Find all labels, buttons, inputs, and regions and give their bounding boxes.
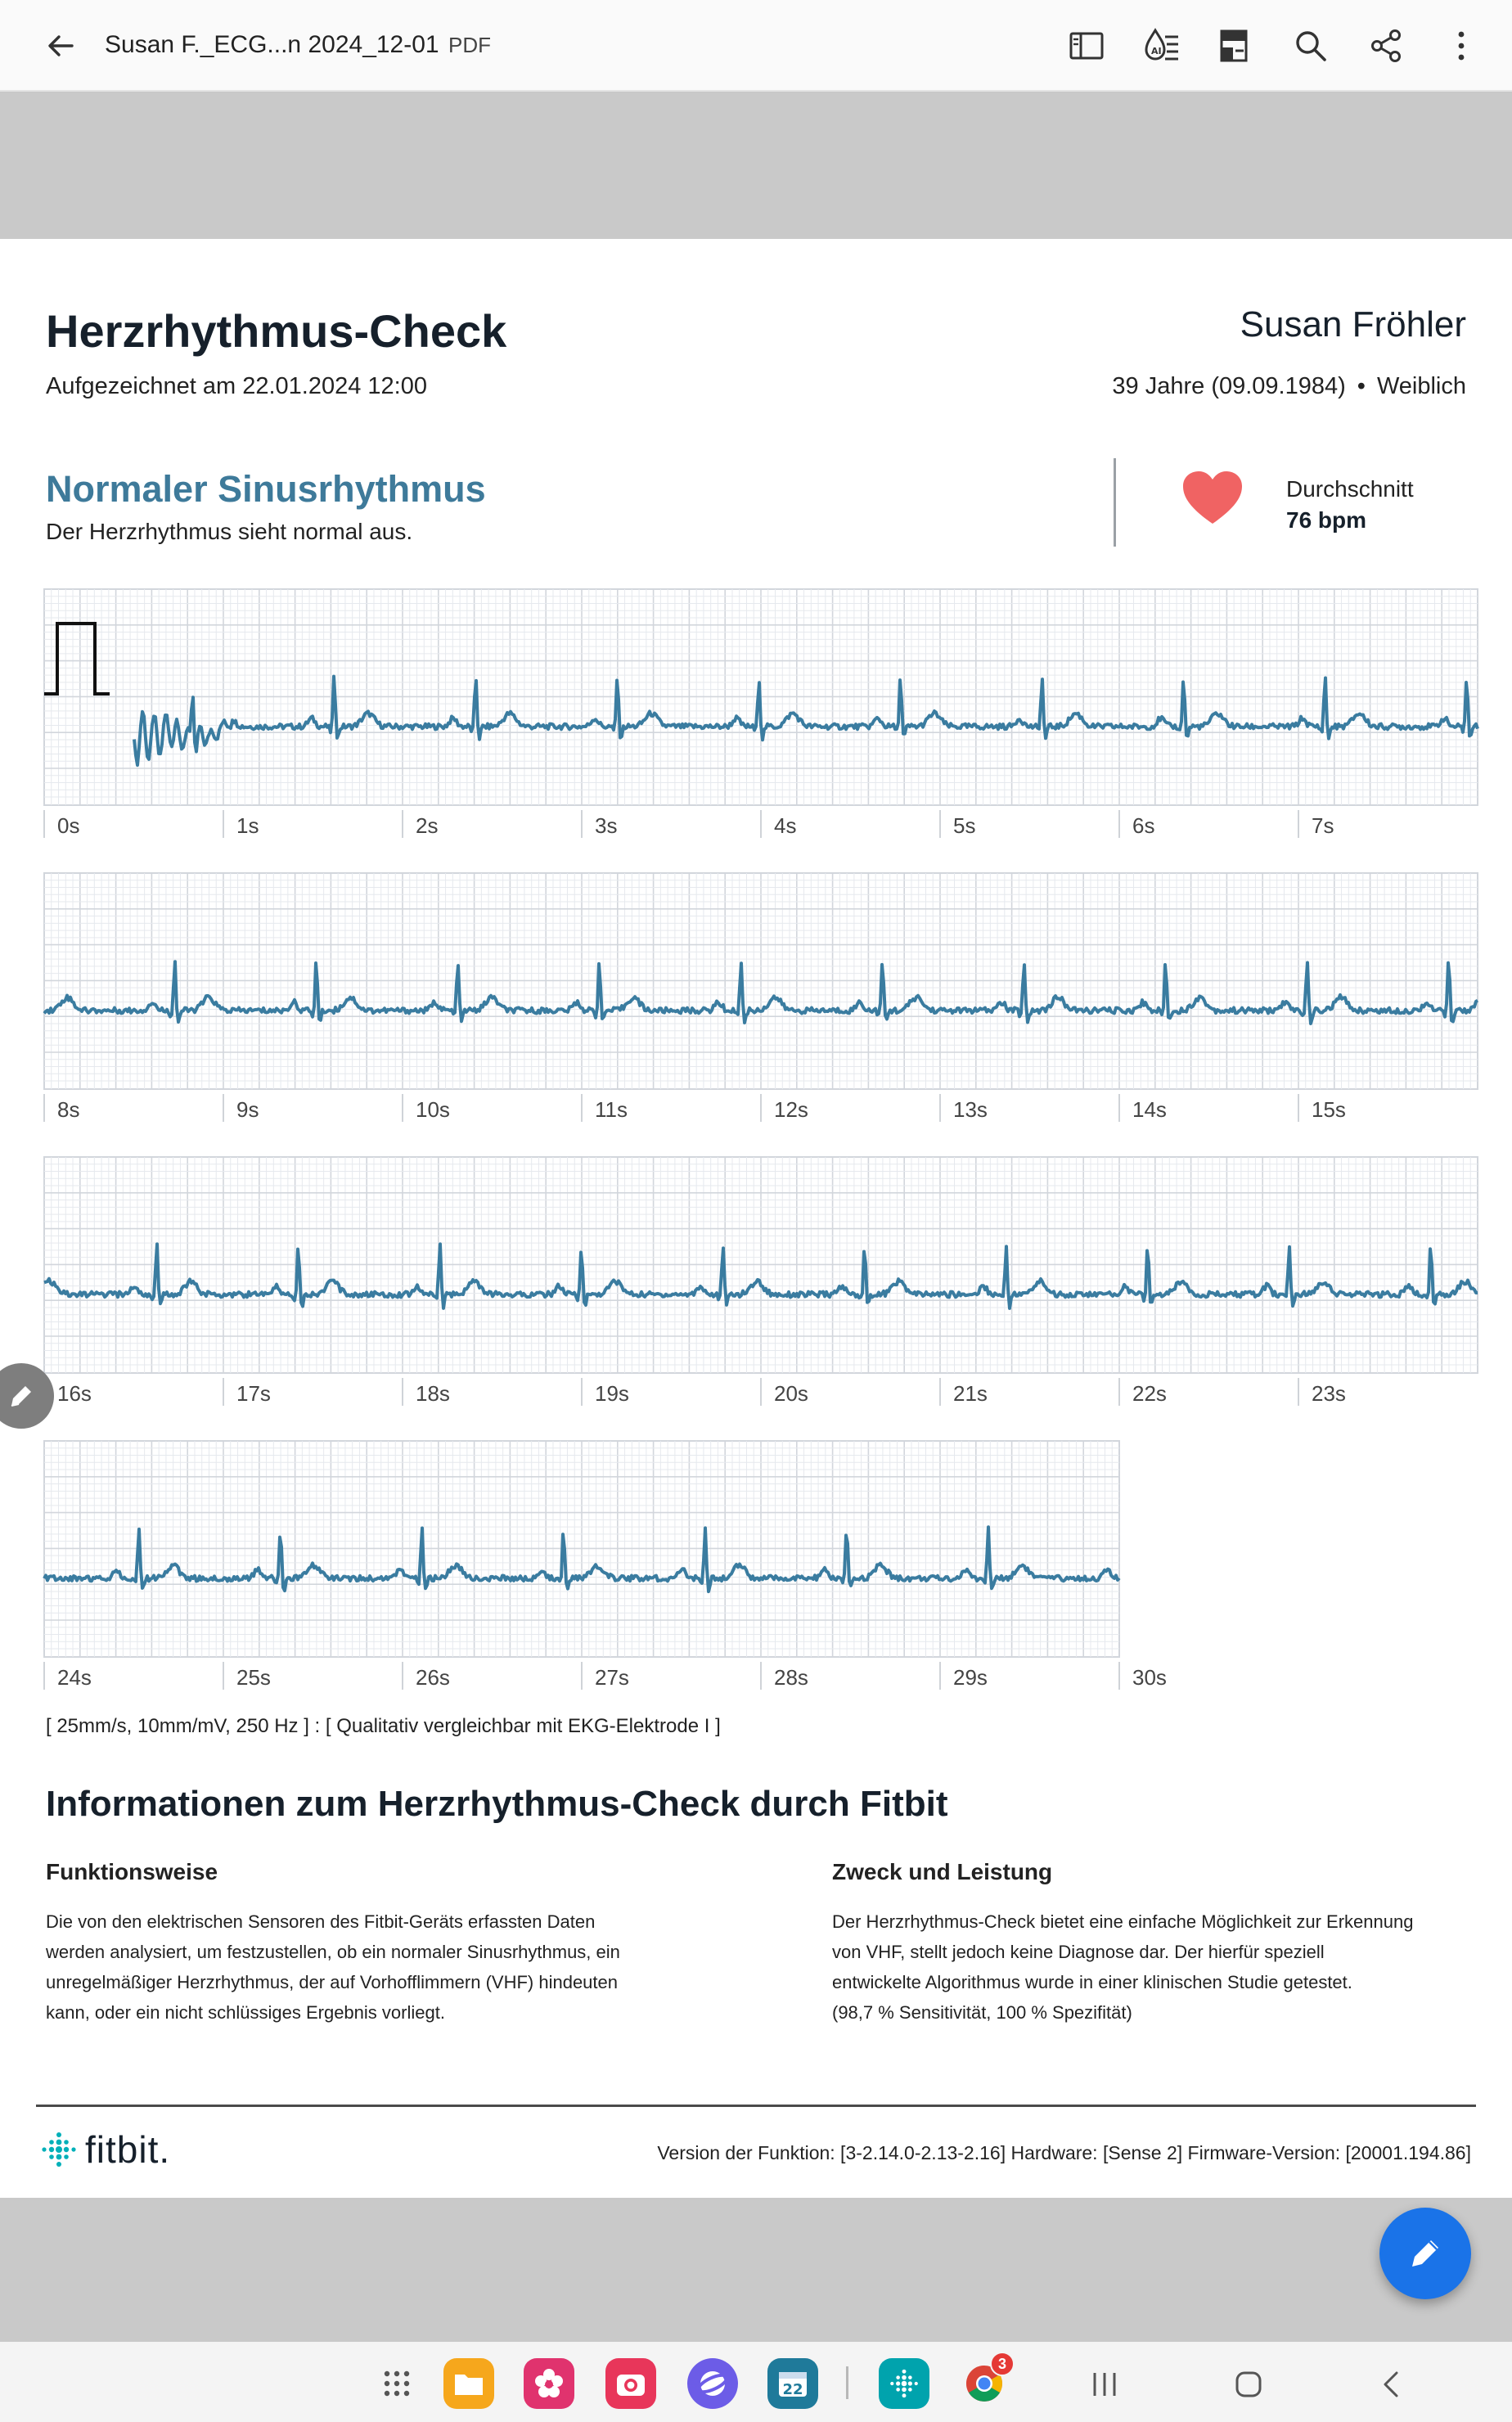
time-label: 25s <box>236 1665 271 1690</box>
time-label: 15s <box>1312 1097 1346 1122</box>
time-label: 3s <box>595 813 618 838</box>
time-label: 22s <box>1132 1381 1167 1406</box>
time-label: 10s <box>416 1097 450 1122</box>
functionality-line: werden analysiert, um festzustellen, ob ein normaler Sinusrhythmus, ein <box>46 1942 620 1962</box>
patient-age: 39 Jahre (09.09.1984) <box>1112 373 1346 399</box>
system-navigation-bar <box>0 2342 1512 2422</box>
time-label: 30s <box>1132 1665 1167 1690</box>
functionality-text <box>46 1907 700 2028</box>
pencil-icon <box>1405 2233 1446 2274</box>
ecg-strip <box>44 1441 1119 1657</box>
purpose-line: von VHF, stellt jedoch keine Diagnose dar. Der hierfür speziell <box>832 1942 1325 1962</box>
patient-name: Susan Fröhler <box>1240 304 1466 344</box>
time-label: 11s <box>595 1097 628 1122</box>
nav-back-icon[interactable] <box>1366 2360 1415 2409</box>
recorded-date: Aufgezeichnet am 22.01.2024 12:00 <box>46 373 427 399</box>
time-label: 13s <box>953 1097 988 1122</box>
time-label: 23s <box>1312 1381 1346 1406</box>
time-label: 16s <box>57 1381 92 1406</box>
purpose-line: Der Herzrhythmus-Check bietet eine einfache Möglichkeit zur Erkennung <box>832 1911 1414 1932</box>
back-arrow-icon[interactable] <box>39 25 82 67</box>
sidebar-panel-icon[interactable] <box>1065 25 1108 67</box>
average-label: Durchschnitt <box>1286 476 1414 502</box>
time-label: 21s <box>953 1381 988 1406</box>
footer-divider <box>36 2105 1476 2107</box>
functionality-heading: Funktionsweise <box>46 1859 218 1884</box>
purpose-line: entwickelte Algorithmus wurde in einer klinischen Studie getestet. <box>832 1972 1352 1992</box>
time-label: 9s <box>236 1097 259 1122</box>
more-options-icon[interactable] <box>1440 25 1483 67</box>
pencil-icon <box>5 1380 38 1412</box>
time-label: 14s <box>1132 1097 1167 1122</box>
ecg-strip <box>44 873 1478 1089</box>
time-label: 4s <box>774 813 797 838</box>
result-title: Normaler Sinusrhythmus <box>46 468 486 510</box>
files-app-icon[interactable] <box>443 2358 494 2409</box>
time-label: 26s <box>416 1665 450 1690</box>
patient-sex: Weiblich <box>1376 373 1466 399</box>
time-label: 2s <box>416 813 439 838</box>
functionality-line: Die von den elektrischen Sensoren des Fitbit-Geräts erfassten Daten <box>46 1911 596 1932</box>
fitbit-logo <box>41 2127 170 2172</box>
time-label: 28s <box>774 1665 808 1690</box>
file-type-label: PDF <box>448 33 491 57</box>
ecg-strip <box>44 1157 1478 1373</box>
viewer-background-bottom <box>0 2198 1512 2342</box>
time-label: 0s <box>57 813 80 838</box>
result-subtitle: Der Herzrhythmus sieht normal aus. <box>46 519 413 544</box>
average-bpm-value: 76 bpm <box>1286 507 1367 533</box>
notification-badge: 3 <box>990 2352 1015 2376</box>
version-info: Version der Funktion: [3-2.14.0-2.13-2.16] Hardware: [Sense 2] Firmware-Version: [20001.194.86] <box>657 2142 1471 2163</box>
calendar-day: 22 <box>782 2381 803 2398</box>
document-edit-icon[interactable] <box>1213 25 1255 67</box>
functionality-line: kann, oder ein nicht schlüssiges Ergebnis vorliegt. <box>46 2002 445 2023</box>
report-title: Herzrhythmus-Check <box>46 305 507 357</box>
document-title: Susan F._ECG...n 2024_12-01 <box>105 31 439 58</box>
time-label: 29s <box>953 1665 988 1690</box>
recording-parameters: [ 25mm/s, 10mm/mV, 250 Hz ] : [ Qualitativ vergleichbar mit EKG-Elektrode I ] <box>46 1715 721 1737</box>
calendar-app-icon[interactable] <box>767 2358 818 2409</box>
time-label: 12s <box>774 1097 808 1122</box>
time-label: 27s <box>595 1665 629 1690</box>
edit-fab-button[interactable] <box>1379 2208 1471 2299</box>
separator-dot: • <box>1357 373 1366 399</box>
internet-browser-icon[interactable] <box>687 2358 738 2409</box>
time-label: 19s <box>595 1381 629 1406</box>
gallery-app-icon[interactable] <box>524 2358 574 2409</box>
time-label: 8s <box>57 1097 80 1122</box>
ecg-strip <box>44 589 1478 805</box>
time-label: 24s <box>57 1665 92 1690</box>
home-icon[interactable] <box>1224 2360 1273 2409</box>
search-icon[interactable] <box>1289 25 1332 67</box>
app-bar <box>0 0 1512 92</box>
fitbit-wordmark: fitbit. <box>85 2128 171 2171</box>
purpose-text <box>832 1907 1487 2028</box>
functionality-line: unregelmäßiger Herzrhythmus, der auf Vorhofflimmern (VHF) hindeuten <box>46 1972 619 1992</box>
purpose-line: (98,7 % Sensitivität, 100 % Spezifität) <box>832 2002 1132 2023</box>
time-label: 20s <box>774 1381 808 1406</box>
pdf-page[interactable] <box>0 239 1512 2198</box>
chrome-app-icon[interactable] <box>959 2355 1010 2409</box>
time-label: 1s <box>236 813 259 838</box>
info-section-title: Informationen zum Herzrhythmus-Check durch Fitbit <box>46 1784 948 1824</box>
time-label: 6s <box>1132 813 1155 838</box>
fitbit-dots-icon <box>41 2132 77 2168</box>
app-drawer-icon[interactable] <box>371 2358 422 2409</box>
purpose-heading: Zweck und Leistung <box>832 1859 1053 1884</box>
time-label: 7s <box>1312 813 1334 838</box>
text-recognition-icon[interactable] <box>1141 25 1183 67</box>
recent-apps-icon[interactable] <box>1080 2360 1129 2409</box>
time-label: 17s <box>236 1381 271 1406</box>
share-icon[interactable] <box>1365 25 1407 67</box>
svg-text:AI: AI <box>1151 46 1162 56</box>
ecg-strips <box>0 239 1512 1712</box>
dock-separator <box>846 2366 848 2399</box>
viewer-background-top <box>0 93 1512 239</box>
time-label: 18s <box>416 1381 450 1406</box>
fitbit-app-icon[interactable] <box>879 2358 929 2409</box>
time-label: 5s <box>953 813 976 838</box>
camera-app-icon[interactable] <box>605 2358 656 2409</box>
